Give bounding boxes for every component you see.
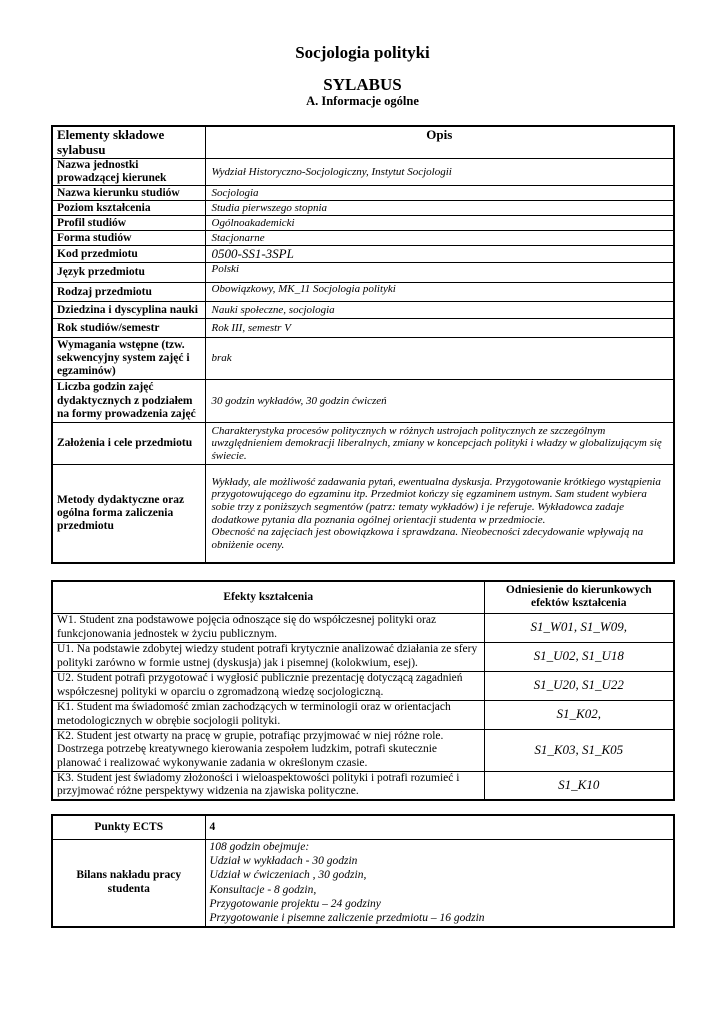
workload-line: Przygotowanie i pisemne zaliczenie przedmiotu – 16 godzin bbox=[209, 912, 485, 925]
workload-line: Udział w ćwiczeniach , 30 godzin, bbox=[209, 869, 367, 882]
info-label: Wymagania wstępne (tzw. sekwencyjny system zajęć i egzaminów) bbox=[52, 338, 205, 380]
outcome-text: U2. Student potrafi przygotować i wygłosić publicznie prezentację dotyczącą zagadnień współczesnej polityki w oparciu o zgromadzoną wiedzę socjologiczną. bbox=[52, 671, 484, 700]
ects-table bbox=[51, 814, 675, 928]
ects-value: 4 bbox=[205, 815, 674, 839]
outcome-text: K1. Student ma świadomość zmian zachodzących w terminologii oraz w orientacjach metodologicznych w obrębie socjologii polityki. bbox=[52, 700, 484, 729]
info-label: Dziedzina i dyscyplina nauki bbox=[52, 302, 205, 319]
info-label: Liczba godzin zajęć dydaktycznych z podziałem na formy prowadzenia zajęć bbox=[52, 380, 205, 423]
info-value: 30 godzin wykładów, 30 godzin ćwiczeń bbox=[205, 380, 674, 423]
workload-line: 108 godzin obejmuje: bbox=[209, 840, 310, 853]
info-value: Nauki społeczne, socjologia bbox=[205, 302, 674, 319]
outcome-reference: S1_K03, S1_K05 bbox=[484, 729, 674, 771]
info-label: Poziom kształcenia bbox=[52, 201, 205, 216]
outcome-reference: S1_K10 bbox=[484, 771, 674, 800]
info-value: Wydział Historyczno-Socjologiczny, Instytut Socjologii bbox=[205, 158, 674, 185]
info-value: Rok III, semestr V bbox=[205, 319, 674, 338]
workload-line: Udział w wykładach - 30 godzin bbox=[209, 854, 358, 867]
outcome-reference: S1_W01, S1_W09, bbox=[484, 613, 674, 642]
ects-label: Punkty ECTS bbox=[52, 815, 205, 839]
info-value: 0500-SS1-3SPL bbox=[205, 246, 674, 263]
reference-header: Odniesienie do kierunkowych efektów kształcenia bbox=[484, 581, 674, 613]
methods-text: Wykłady, ale możliwość zadawania pytań, ewentualna dyskusja. Przygotowanie krótkiego wystąpienia przygotowującego do egzaminu itp. Przedmiot kończy się egzaminem ustnym. Sam student wybiera sobie trzy z poniższych segmentów (patrz: tematy wykładów) i je referuje. Wykładowca zadaje dodatkowe pytania dla poznania ogólnej orientacji studenta w przedmiocie. bbox=[211, 475, 661, 526]
info-value bbox=[205, 465, 674, 563]
outcomes-header: Efekty kształcenia bbox=[52, 581, 484, 613]
info-value: Ogólnoakademicki bbox=[205, 216, 674, 231]
workload-label: Bilans nakładu pracy studenta bbox=[52, 839, 205, 927]
outcome-text: U1. Na podstawie zdobytej wiedzy student potrafi krytycznie analizować działania ze sfery polityki zarówno w formie ustnej (dyskusja) jak i pisemnej (kolokwium, esej). bbox=[52, 642, 484, 671]
info-value: Polski bbox=[205, 263, 674, 283]
info-label: Założenia i cele przedmiotu bbox=[52, 423, 205, 465]
info-label: Język przedmiotu bbox=[52, 263, 205, 283]
info-value: Stacjonarne bbox=[205, 231, 674, 246]
info-label: Forma studiów bbox=[52, 231, 205, 246]
info-value: brak bbox=[205, 338, 674, 380]
learning-outcomes-table bbox=[51, 580, 675, 801]
outcome-reference: S1_U02, S1_U18 bbox=[484, 642, 674, 671]
attendance-text: Obecność na zajęciach jest obowiązkowa i sprawdzana. Nieobecności zdecydowanie wpływają na obniżenie oceny. bbox=[211, 526, 644, 551]
info-header-elements: Elementy składowe sylabusu bbox=[52, 126, 205, 158]
outcome-text: K2. Student jest otwarty na pracę w grupie, potrafiąc przyjmować w niej różne role. Dostrzega potrzebę kreatywnego kierowania zespołem ludzkim, potrafi skutecznie planować i realizować wykonywanie zadania w określonym czasie. bbox=[52, 729, 484, 771]
info-value: Studia pierwszego stopnia bbox=[205, 201, 674, 216]
info-label: Profil studiów bbox=[52, 216, 205, 231]
info-label: Rodzaj przedmiotu bbox=[52, 283, 205, 302]
outcome-reference: S1_U20, S1_U22 bbox=[484, 671, 674, 700]
sylabus-heading: SYLABUS bbox=[323, 75, 402, 94]
outcome-text: K3. Student jest świadomy złożoności i wieloaspektowości polityki i potrafi rozumieć i przyjmować różne perspektywy widzenia na zjawiska polityczne. bbox=[52, 771, 484, 800]
info-label: Metody dydaktyczne oraz ogólna forma zaliczenia przedmiotu bbox=[52, 465, 205, 563]
workload-breakdown bbox=[205, 839, 674, 927]
info-label: Rok studiów/semestr bbox=[52, 319, 205, 338]
workload-line: Przygotowanie projektu – 24 godziny bbox=[209, 898, 381, 910]
workload-line: Konsultacje - 8 godzin, bbox=[209, 883, 317, 896]
outcome-text: W1. Student zna podstawowe pojęcia odnoszące się do współczesnej polityki oraz funkcjonowania jednostek w życiu publicznym. bbox=[52, 613, 484, 642]
document-title: Socjologia polityki bbox=[295, 43, 430, 62]
section-heading: A. Informacje ogólne bbox=[306, 94, 419, 108]
info-value: Socjologia bbox=[205, 186, 674, 201]
info-label: Kod przedmiotu bbox=[52, 246, 205, 263]
info-label: Nazwa jednostki prowadzącej kierunek bbox=[52, 158, 205, 185]
general-info-table bbox=[51, 125, 675, 564]
outcome-reference: S1_K02, bbox=[484, 700, 674, 729]
info-header-description: Opis bbox=[205, 126, 674, 158]
info-value: Charakterystyka procesów politycznych w różnych ustrojach politycznych ze szczególnym uwzględnieniem demokracji liberalnych, zmiany w koncepcjach polityki i władzy w globalizującym się świecie. bbox=[205, 423, 674, 465]
info-label: Nazwa kierunku studiów bbox=[52, 186, 205, 201]
info-value: Obowiązkowy, MK_11 Socjologia polityki bbox=[205, 283, 674, 302]
